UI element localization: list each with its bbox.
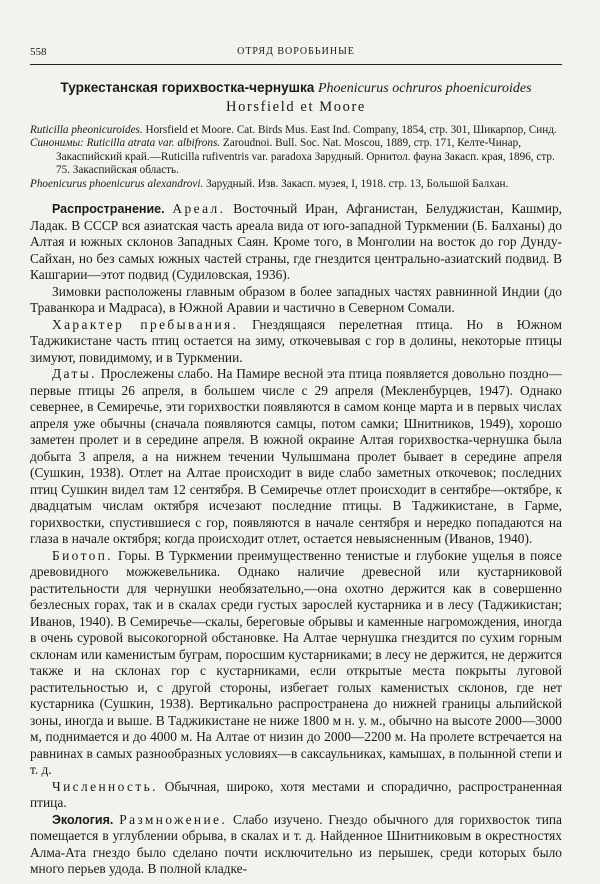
biotope-heading: Биотоп. bbox=[52, 547, 114, 563]
wintering-paragraph: Зимовки расположены главным образом в более западных частях равнинной Индии (до Траванкора и Мадраса), в Южной Аравии и частично в Северном Сомали. bbox=[30, 283, 562, 316]
running-head bbox=[30, 44, 562, 62]
common-name: Туркестанская горихвостка-чернушка bbox=[60, 80, 315, 95]
abundance-paragraph bbox=[30, 779, 562, 812]
abundance-heading: Численность. bbox=[52, 778, 158, 794]
ecology-paragraph bbox=[30, 812, 562, 878]
ecology-text: Слабо изучено. Гнездо обычного для горихвосток типа помещается в углублении обрыва, в скалах и т. д. Найденное Шнитниковым в окрестностях Алма-Ата гнездо было сделано почти исключительно из перышек, среди которых было много перьев удода. В полной кладке- bbox=[30, 811, 562, 877]
abundance-text: Обычная, широко, хотя местами и спорадично, распространенная птица. bbox=[30, 778, 562, 811]
range-subheading: Ареал. bbox=[172, 201, 226, 217]
synonym-entry bbox=[30, 137, 562, 177]
header-rule bbox=[30, 64, 562, 65]
distribution-text: Восточный Иран, Афганистан, Белуджистан, Кашмир, Ладак. В СССР вся азиатская часть ареала вида от юго-западной Туркмении (Б. Балханы) до Алтая и южных склонов Западных Саян. Кроме того, в Монголии на восток до гор Дунду-Сайхан, но без самых южных частей страны, где гнездится центрально-азиатский подвид. В Кашгарии—этот подвид (Судиловская, 1936). bbox=[30, 201, 562, 283]
biotope-text: Горы. В Туркмении преимущественно тенистые и глубокие ущелья в поясе древовидного можжевельника. Однако наличие древесной или кустарниковой растительности для чернушки необязательно,—она охотно держится как в совершенно безлесных горах, так и в скалах среди густых зарослей кустарника и в лесу (Таджикистан; Иванов, 1940). В Семиречье—скалы, береговые обрывы и каменные нагромождения, иногда в очень суровой высокогорной обстановке. На Алтае чернушка гнездится по сухим горным склонам или каменистым буграм, поросшим кустарниками; в лесу не держится, не держится также и на склонах гор с кустарниками, если открытые места покрыты луговой растительностью и, с другой стороны, избегает голых каменистых склонов, где нет кустарника (Сушкин, 1938). Вертикально распространена до нижней границы альпийской зоны, иногда и выше. В Таджикистане не ниже 1800 м н. у. м., обычно на высоте 2000—3000 м, поднимается и до 4000 м. На Алтае от низин до 2000—2200 м. На пролете встречается на равнинах в самых разнообразных условиях—в саксаульниках, камышах, в полынной степи и т. д. bbox=[30, 547, 562, 778]
synonym-text: Зарудный. Изв. Закасп. музея, I, 1918. стр. 13, Большой Балхан. bbox=[203, 177, 509, 190]
dates-paragraph bbox=[30, 366, 562, 548]
breeding-subheading: Размножение. bbox=[119, 811, 228, 827]
synonym-name: Синонимы: Ruticilla atrata var. albifrons. bbox=[30, 137, 221, 150]
distribution-paragraph bbox=[30, 201, 562, 284]
residence-heading: Характер пребывания. bbox=[52, 316, 239, 332]
synonymy-block bbox=[30, 124, 562, 191]
section-title: ОТРЯД ВОРОБЬИНЫЕ bbox=[237, 46, 355, 57]
species-authors: Horsfield et Moore bbox=[226, 99, 366, 115]
residence-text: Гнездящаяся перелетная птица. Но в Южном Таджикистане часть птиц остается на зиму, откочевывая с гор в долины, некоторые птицы зимуют, повидимому, и в Туркмении. bbox=[30, 316, 562, 365]
page-number: 558 bbox=[30, 46, 47, 58]
dates-text: Прослежены слабо. На Памире весной эта птица появляется довольно поздно—первые птицы 26 апреля, в большем числе с 29 апреля (Мекленбурцев, 1947). Однако севернее, в Семиречье, эти горихвостки появляются в самом конце марта и в первых числах апреля уже обычны (сначала появляются самцы, потом самки; Шнитников, 1949), хорошо заметен пролет и в середине апреля. В южной окраине Алтая горихвостка-чернушка была добыта 3 апреля, а на нижнем течении Чулышмана пролет бывает в середине апреля (Сушкин, 1938). Отлет на Алтае происходит в виде слабо заметных откочевок; последних птиц Сушкин видел там 12 сентября. В Семиречье отлет происходит в сентябре—октябре, к двадцатым числам октября исчезают последние птицы. В Таджикистане, в Гарме, горихвостки, спустившиеся с гор, появляются в начале сентября и нередко попадаются на глаза в начале октября; когда происходит отлет, остается невыясненным (Иванов, 1940). bbox=[30, 366, 562, 547]
biotope-paragraph bbox=[30, 548, 562, 779]
synonym-text: Horsfield et Moore. Cat. Birds Mus. East Ind. Company, 1854, стр. 301, Шикарпор, Синд. bbox=[142, 124, 557, 136]
synonym-name: Ruticilla pheonicuroides. bbox=[30, 124, 143, 136]
synonym-text: Zaroudnoi. Bull. Soc. Nat. Moscou, 1889, стр. 171, Келте-Чинар, Закаспийский край.—Ruticilla rufiventris var. paradoxa Зарудный. Орнитол. фауна Закасп. края, 1896, стр. 75. Закаспийская область. bbox=[56, 137, 555, 177]
latin-name: Phoenicurus ochruros phoenicuroides bbox=[317, 81, 532, 96]
synonym-name: Phoenicurus phoenicurus alexandrovi. bbox=[30, 177, 204, 190]
synonym-entry bbox=[30, 124, 562, 137]
species-title bbox=[30, 79, 562, 116]
ecology-heading: Экология. bbox=[52, 812, 114, 827]
synonym-entry bbox=[30, 178, 562, 191]
distribution-heading: Распространение. bbox=[52, 202, 165, 217]
dates-heading: Даты. bbox=[52, 366, 97, 382]
residence-paragraph bbox=[30, 317, 562, 367]
